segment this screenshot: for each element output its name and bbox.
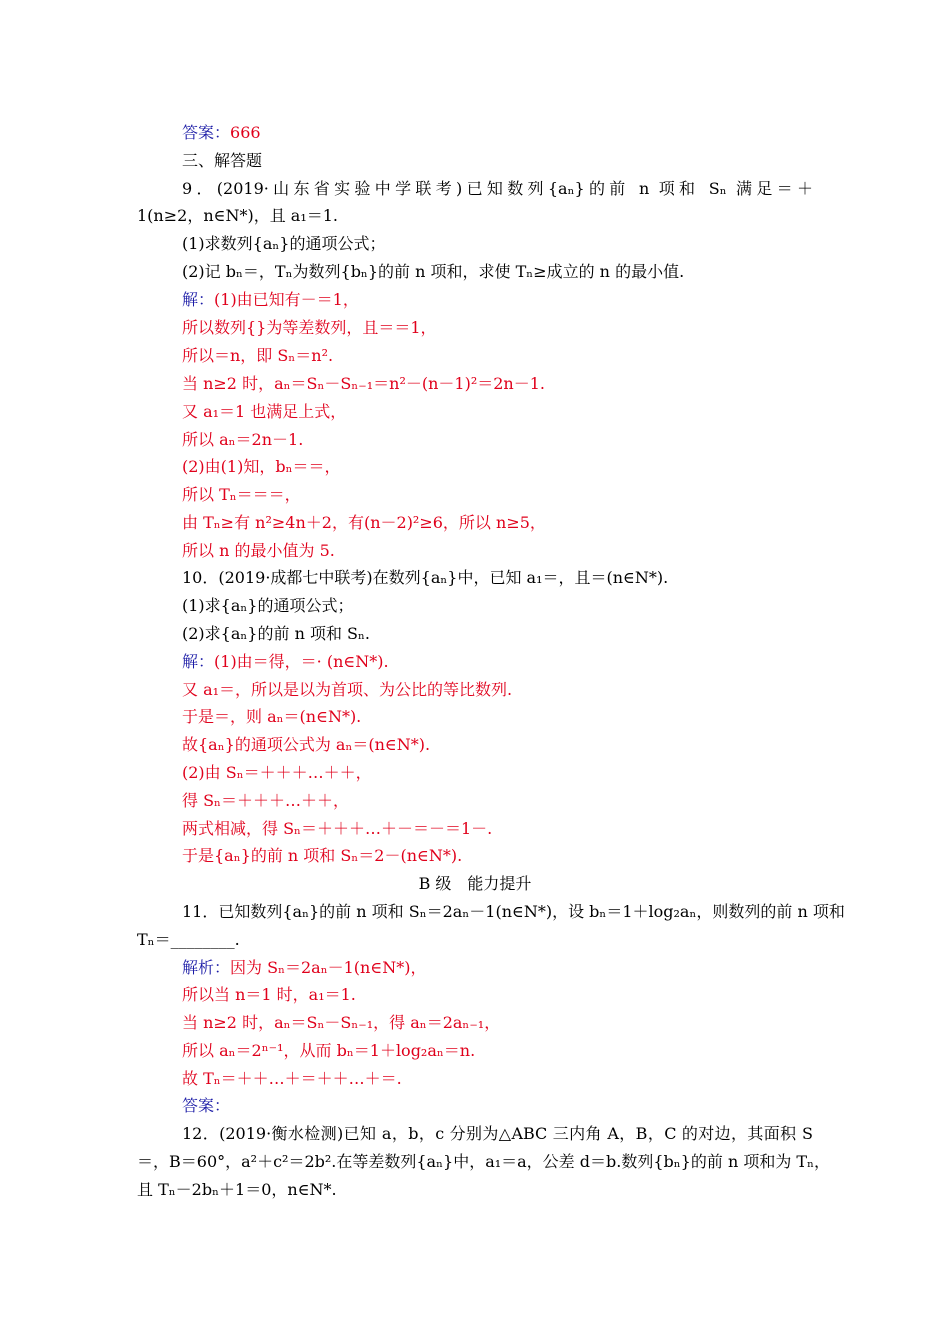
solution-10-line: 于是＝，则 aₙ＝(n∈N*). <box>182 707 362 726</box>
solution-9-line: 所以＝n，即 Sₙ＝n². <box>182 346 334 365</box>
solution-9-line: 由 Tₙ≥有 n²≥4n＋2，有(n－2)²≥6，所以 n≥5， <box>182 513 546 532</box>
solution-9-line: 又 a₁＝1 也满足上式， <box>182 402 347 421</box>
solution-11-line: 当 n≥2 时，aₙ＝Sₙ－Sₙ₋₁，得 aₙ＝2aₙ₋₁， <box>182 1013 501 1032</box>
answer-line-8 <box>182 123 261 143</box>
solution-label: 解： <box>182 652 215 671</box>
problem-9-statement-cont: 1(n≥2，n∈N*)，且 a₁＝1. <box>137 206 339 225</box>
problem-12-statement-cont: 且 Tₙ－2bₙ＋1＝0，n∈N*. <box>137 1180 337 1199</box>
solution-9-line: 所以 Tₙ＝＝＝， <box>182 485 301 504</box>
solution-10-line: 又 a₁＝，所以是以为首项、为公比的等比数列. <box>182 680 513 699</box>
problem-9-part1: (1)求数列{aₙ}的通项公式； <box>182 234 386 253</box>
solution-9-line: 解：(1)由已知有－＝1， <box>182 290 359 309</box>
problem-9-part2: (2)记 bₙ＝，Tₙ为数列{bₙ}的前 n 项和，求使 Tₙ≥成立的 n 的最小值. <box>182 262 685 281</box>
solution-10-line: (2)由 Sₙ＝＋＋＋…＋＋， <box>182 763 372 782</box>
solution-9-line: 所以 aₙ＝2n－1. <box>182 430 304 449</box>
problem-12-statement-cont: ＝，B＝60°，a²＋c²＝2b².在等差数列{aₙ}中，a₁＝a，公差 d＝b.数列{bₙ}的前 n 项和为 Tₙ， <box>137 1152 831 1171</box>
solution-11-line: 所以 aₙ＝2ⁿ⁻¹，从而 bₙ＝1＋log₂aₙ＝n. <box>182 1041 476 1060</box>
problem-10-part1: (1)求{aₙ}的通项公式； <box>182 596 354 615</box>
solution-11-line: 解析：因为 Sₙ＝2aₙ－1(n∈N*)， <box>182 958 427 977</box>
answer-label: 答案： <box>182 123 231 142</box>
solution-10-line: 解：(1)由＝得，＝· (n∈N*). <box>182 652 389 671</box>
problem-9-statement: 9．(2019·山东省实验中学联考)已知数列{aₙ}的前 n 项和 Sₙ 满足＝＋ <box>182 179 813 198</box>
solution-9-line: 所以 n 的最小值为 5. <box>182 541 335 560</box>
problem-12-statement: 12．(2019·衡水检测)已知 a，b，c 分别为△ABC 三内角 A，B，C 的对边，其面积 S <box>182 1124 813 1143</box>
solution-10-line: 得 Sₙ＝＋＋＋…＋＋， <box>182 791 349 810</box>
level-b-heading: B 级 能力提升 <box>418 874 532 893</box>
problem-11-statement-cont: Tₙ＝________. <box>137 930 240 949</box>
solution-label: 解： <box>182 290 215 309</box>
answer-label-11: 答案： <box>182 1096 231 1115</box>
solution-11-line: 故 Tₙ＝＋＋…＋＝＋＋…＋＝. <box>182 1069 402 1088</box>
problem-10-part2: (2)求{aₙ}的前 n 项和 Sₙ. <box>182 624 371 643</box>
problem-11-statement: 11．已知数列{aₙ}的前 n 项和 Sₙ＝2aₙ－1(n∈N*)，设 bₙ＝1＋log₂aₙ，则数列的前 n 项和 <box>182 902 845 921</box>
solution-label: 解析： <box>182 958 231 977</box>
solution-9-line: (2)由(1)知，bₙ＝＝， <box>182 457 341 476</box>
solution-10-line: 于是{aₙ}的前 n 项和 Sₙ＝2－(n∈N*). <box>182 846 463 865</box>
answer-value: 666 <box>230 123 261 142</box>
section-heading: 三、解答题 <box>182 151 263 170</box>
solution-11-line: 所以当 n＝1 时，a₁＝1. <box>182 985 356 1004</box>
solution-10-line: 故{aₙ}的通项公式为 aₙ＝(n∈N*). <box>182 735 431 754</box>
solution-9-line: 当 n≥2 时，aₙ＝Sₙ－Sₙ₋₁＝n²－(n－1)²＝2n－1. <box>182 374 546 393</box>
solution-10-line: 两式相减，得 Sₙ＝＋＋＋…＋－＝－＝1－. <box>182 819 493 838</box>
solution-9-line: 所以数列{}为等差数列，且＝＝1， <box>182 318 437 337</box>
problem-10-statement: 10．(2019·成都七中联考)在数列{aₙ}中，已知 a₁＝，且＝(n∈N*). <box>182 568 669 587</box>
